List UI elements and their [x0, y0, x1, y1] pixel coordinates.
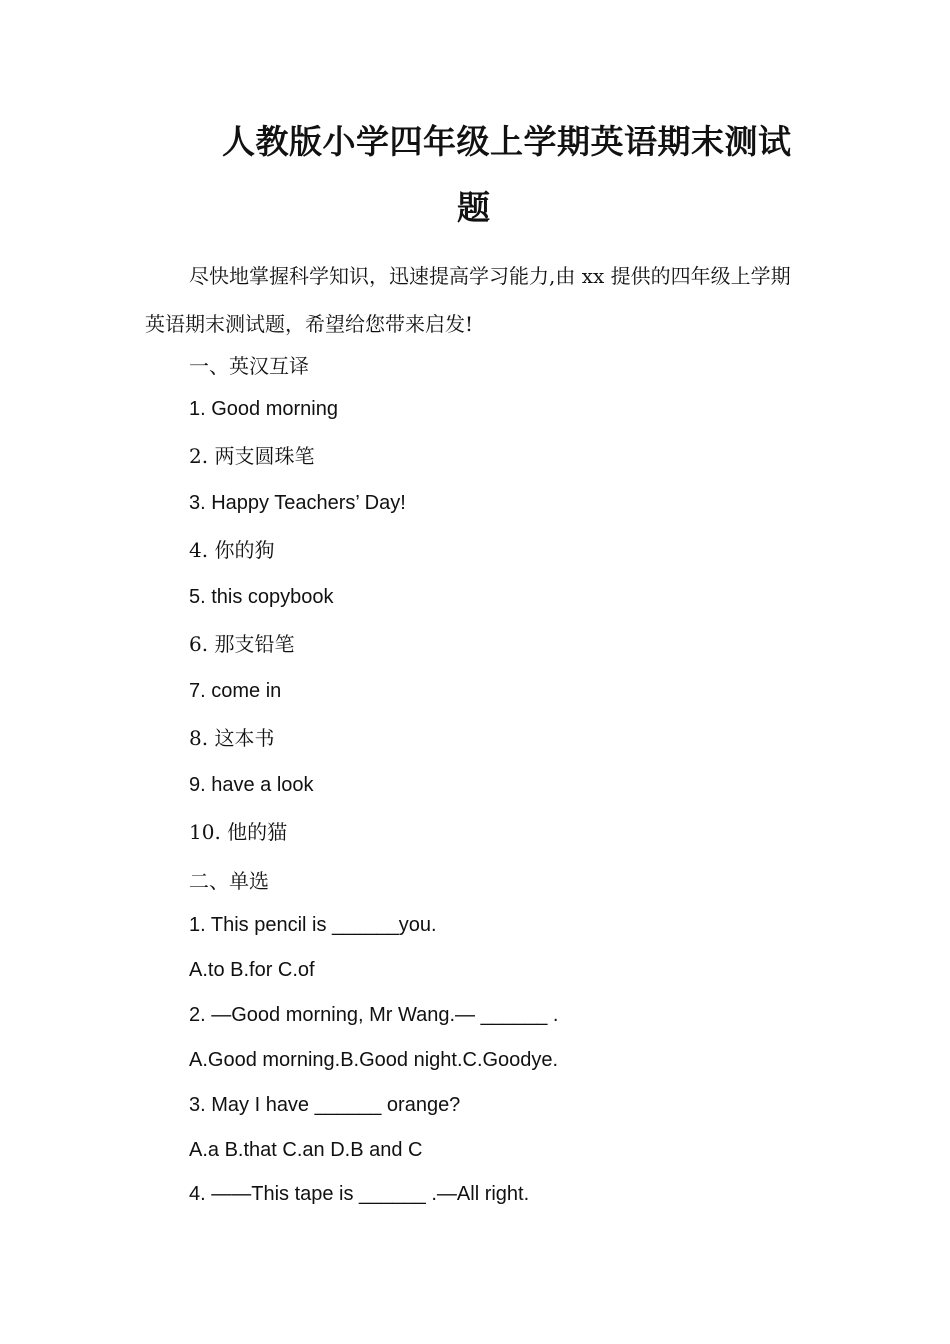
question-1-options: A.to B.for C.of [189, 959, 315, 981]
question-3: 3. May I have ______ orange? [189, 1094, 461, 1116]
section-heading-translation: 一、英汉互译 [189, 354, 309, 378]
translation-item-8: 8. 这本书 [189, 726, 275, 750]
intro-paragraph: 尽快地掌握科学知识，迅速提高学习能力,由 xx 提供的四年级上学期英语期末测试题，希望给您带来启发! [145, 264, 791, 336]
question-3-options: A.a B.that C.an D.B and C [189, 1139, 423, 1161]
question-2: 2. —Good morning, Mr Wang.— ______ . [189, 1004, 559, 1026]
translation-item-7: 7. come in [189, 680, 282, 702]
question-2-options: A.Good morning.B.Good night.C.Goodye. [189, 1049, 559, 1071]
translation-item-10: 10. 他的猫 [189, 820, 288, 844]
translation-item-5: 5. this copybook [189, 586, 334, 608]
translation-item-1: 1. Good morning [189, 398, 338, 420]
translation-item-3: 3. Happy Teachers’ Day! [189, 492, 406, 514]
question-1: 1. This pencil is ______you. [189, 914, 437, 936]
translation-item-9: 9. have a look [189, 774, 314, 796]
question-4: 4. ——This tape is ______ .—All right. [189, 1183, 530, 1205]
translation-item-2: 2. 两支圆珠笔 [189, 444, 315, 468]
translation-item-4: 4. 你的狗 [189, 538, 275, 562]
translation-item-6: 6. 那支铅笔 [189, 632, 295, 656]
document-title-line-1: 人教版小学四年级上学期英语期末测试 [222, 122, 792, 161]
section-heading-multiple-choice: 二、单选 [189, 869, 269, 893]
document-title-line-2: 题 [457, 188, 491, 227]
